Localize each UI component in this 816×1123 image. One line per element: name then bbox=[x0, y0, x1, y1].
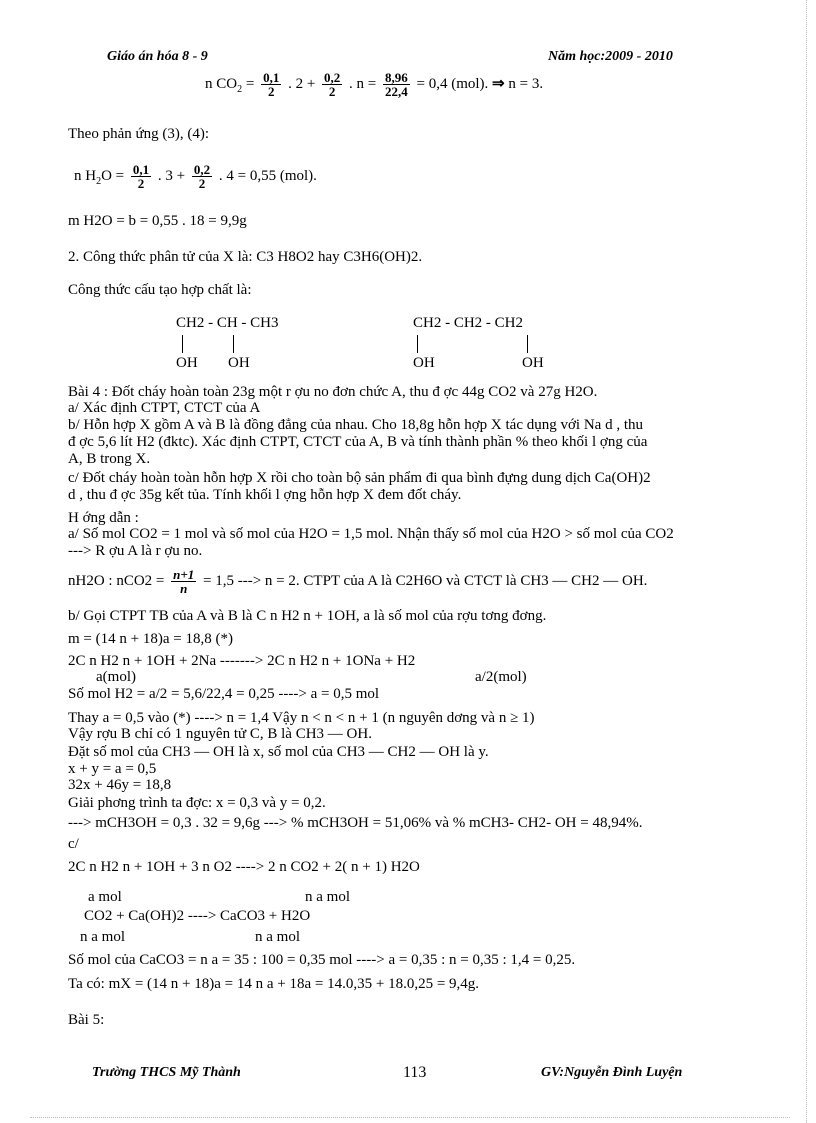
text-line: 32x + 46y = 18,8 bbox=[68, 777, 172, 793]
text-line: x + y = a = 0,5 bbox=[68, 761, 157, 777]
text-line: n a mol bbox=[255, 929, 300, 945]
text-line: m = (14 n + 18)a = 18,8 (*) bbox=[68, 631, 233, 647]
text-line: c/ Đốt cháy hoàn toàn hỗn hợp X rồi cho toàn bộ sản phẩm đi qua bình đựng dung dịch Ca(OH)2 bbox=[68, 470, 651, 486]
eq-text: . n = bbox=[349, 75, 377, 92]
bond-line bbox=[182, 335, 183, 353]
text-line: ---> mCH3OH = 0,3 . 32 = 9,6g ---> % mCH3OH = 51,06% và % mCH3- CH2- OH = 48,94%. bbox=[68, 815, 643, 831]
text-line: 2C n H2 n + 1OH + 2Na -------> 2C n H2 n + 1ONa + H2 bbox=[68, 653, 416, 669]
text-line: Số mol H2 = a/2 = 5,6/22,4 = 0,25 ----> a = 0,5 mol bbox=[68, 686, 380, 702]
text-line: Số mol của CaCO3 = n a = 35 : 100 = 0,35 mol ----> a = 0,35 : n = 0,35 : 1,4 = 0,25. bbox=[68, 952, 576, 968]
text-line: 2. Công thức phân tử của X là: C3 H8O2 hay C3H6(OH)2. bbox=[68, 249, 423, 265]
bond-line bbox=[527, 335, 528, 353]
fraction: $\frac{0,1}{2}$ bbox=[263, 70, 280, 99]
text-line: a/ Số mol CO2 = 1 mol và số mol của H2O = 1,5 mol. Nhận thấy số mol của H2O > số mol của CO2 bbox=[68, 526, 674, 542]
page-border bbox=[806, 0, 807, 1123]
page-border bbox=[30, 1117, 790, 1118]
structure-1: CH2 - CH - CH3 bbox=[176, 315, 279, 331]
text-line: b/ Gọi CTPT TB của A và B là C n H2 n + 1OH, a là số mol của rợu tơng đơng. bbox=[68, 608, 547, 624]
header-right: Năm học:2009 - 2010 bbox=[548, 49, 673, 64]
text-line: đ ợc 5,6 lít H2 (đktc). Xác định CTPT, CTCT của A, B và tính thành phần % theo khối l ợng của bbox=[68, 434, 648, 450]
fraction: $\frac{8,96}{22,4}$ bbox=[385, 70, 408, 99]
header-left: Giáo án hóa 8 - 9 bbox=[107, 49, 208, 64]
text-line: CO2 + Ca(OH)2 ----> CaCO3 + H2O bbox=[84, 908, 311, 924]
structure-oh: OH bbox=[413, 355, 435, 371]
fraction: $\frac{0,2}{2}$ bbox=[193, 162, 211, 191]
text-line: n a mol bbox=[305, 889, 350, 905]
eq-text: = 0,4 (mol). bbox=[416, 75, 489, 92]
bond-line bbox=[417, 335, 418, 353]
nh2o-equation: n $H_2O$ = $\frac{0,1}{2}$ . 3 + $\frac{0,2}{2}$ . 4 = 0,55 (mol). bbox=[74, 162, 317, 191]
text-line: ---> R ợu A là r ợu no. bbox=[68, 543, 203, 559]
fraction: $\frac{0,2}{2}$ bbox=[324, 70, 341, 99]
text-line: a/ Xác định CTPT, CTCT của A bbox=[68, 400, 261, 416]
text-line: Bài 5: bbox=[68, 1012, 105, 1028]
text-line: A, B trong X. bbox=[68, 451, 151, 467]
text-line: d , thu đ ợc 35g kết tủa. Tính khối l ợng hỗn hợp X đem đốt cháy. bbox=[68, 487, 462, 503]
fraction: $\frac{0,1}{2}$ bbox=[132, 162, 150, 191]
eq-text: n = 3. bbox=[508, 75, 544, 92]
arrow-icon: ⇒ bbox=[492, 75, 505, 92]
fraction: $\frac{n+1}{n}$ bbox=[173, 567, 195, 596]
ratio-equation: nH2O : nCO2 = $\frac{n+1}{n}$ = 1,5 ---> n = 2. CTPT của A là C2H6O và CTCT là CH3 — CH2 — OH. bbox=[68, 567, 648, 596]
bond-line bbox=[233, 335, 234, 353]
text-line: Đặt số mol của CH3 — OH là x, số mol của CH3 — CH2 — OH là y. bbox=[68, 744, 489, 760]
text-line: n a mol bbox=[80, 929, 125, 945]
eq-text: n CO bbox=[205, 75, 238, 92]
text-line: Giải phơng trình ta đợc: x = 0,3 và y = 0,2. bbox=[68, 795, 326, 811]
text-line: Ta có: mX = (14 n + 18)a = 14 n a + 18a = 14.0,35 + 18.0,25 = 9,4g. bbox=[68, 976, 480, 992]
text-line: a/2(mol) bbox=[475, 669, 527, 685]
text-line: Bài 4 : Đốt cháy hoàn toàn 23g một r ợu no đơn chức A, thu đ ợc 44g CO2 và 27g H2O. bbox=[68, 384, 598, 400]
text-line: b/ Hỗn hợp X gồm A và B là đồng đẳng của nhau. Cho 18,8g hỗn hợp X tác dụng với Na d , thu bbox=[68, 417, 643, 433]
structure-oh: OH bbox=[228, 355, 250, 371]
structure-2: CH2 - CH2 - CH2 bbox=[413, 315, 524, 331]
footer-left: Trường THCS Mỹ Thành bbox=[92, 1065, 241, 1080]
structure-oh: OH bbox=[522, 355, 544, 371]
text-line: a mol bbox=[88, 889, 122, 905]
text-line: Theo phản ứng (3), (4): bbox=[68, 126, 210, 142]
text-line: H ớng dẫn : bbox=[68, 510, 139, 526]
nco2-equation: n $CO_2$ = $\frac{0,1}{2}$ . 2 + $\frac{0,2}{2}$ . n = $\frac{8,96}{22,4}$ = 0,4 (mol). ⇒ n = 3. bbox=[205, 70, 544, 99]
text-line: c/ bbox=[68, 836, 79, 852]
text-line: Vậy rợu B chỉ có 1 nguyên tử C, B là CH3 — OH. bbox=[68, 726, 372, 742]
page-number: 113 bbox=[403, 1064, 427, 1081]
text-line: 2C n H2 n + 1OH + 3 n O2 ----> 2 n CO2 + 2( n + 1) H2O bbox=[68, 859, 420, 875]
structure-oh: OH bbox=[176, 355, 198, 371]
text-line: a(mol) bbox=[96, 669, 136, 685]
text-line: m H2O = b = 0,55 . 18 = 9,9g bbox=[68, 213, 247, 229]
text-line: Thay a = 0,5 vào (*) ----> n = 1,4 Vậy n < n < n + 1 (n nguyên dơng và n ≥ 1) bbox=[68, 710, 535, 726]
eq-text: . 2 + bbox=[288, 75, 316, 92]
text-line: Công thức cấu tạo hợp chất là: bbox=[68, 282, 252, 298]
footer-right: GV:Nguyễn Đình Luyện bbox=[541, 1065, 683, 1080]
